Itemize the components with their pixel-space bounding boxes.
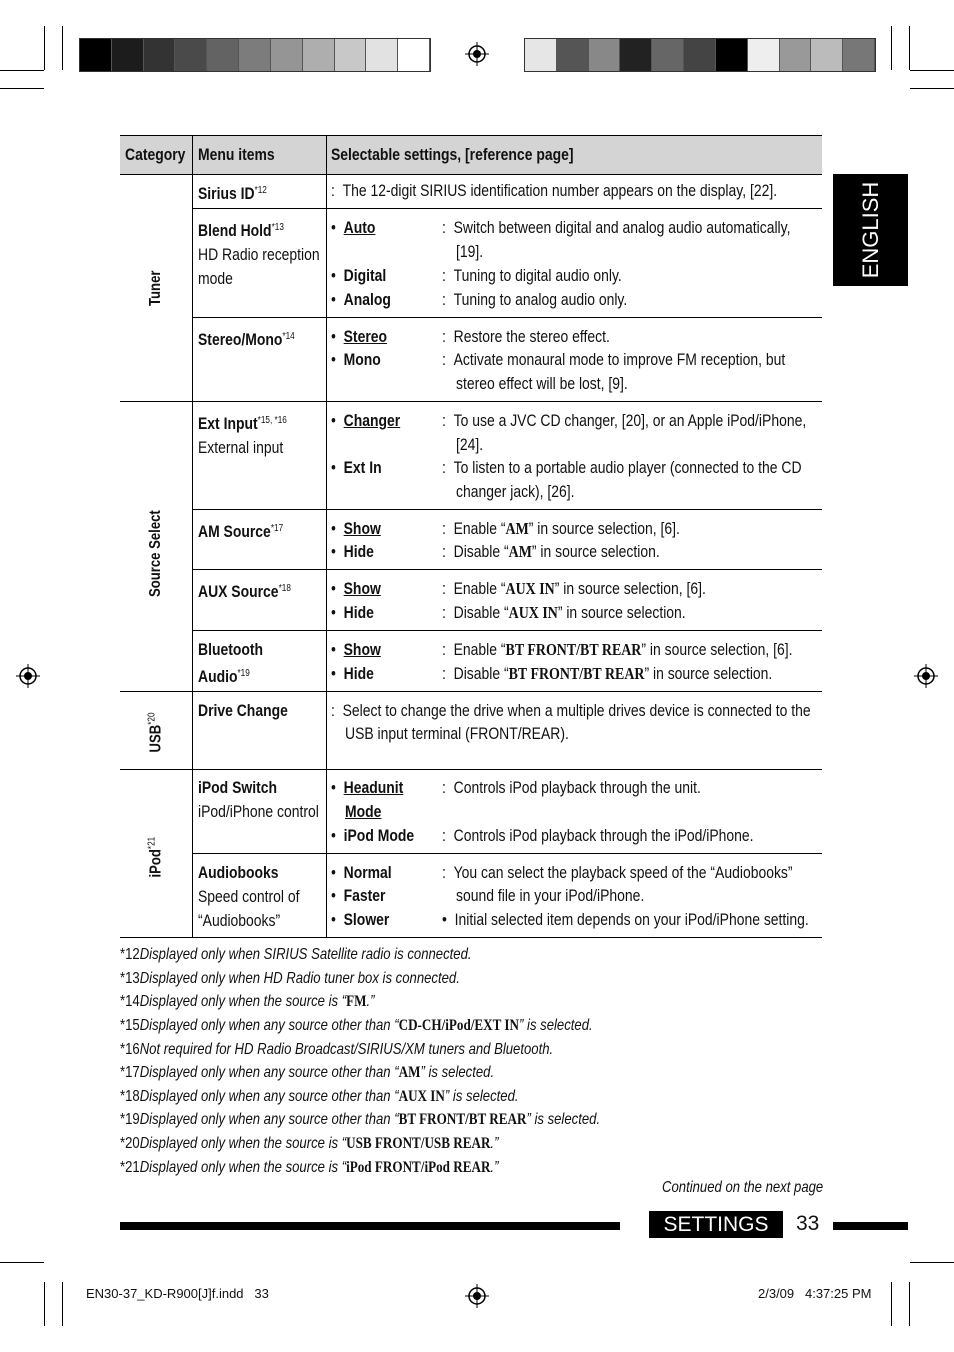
option-auto-desc-cont: [19]. xyxy=(456,242,484,261)
option-am-show-desc: : Enable “AM” in source selection, [6]. xyxy=(442,519,680,538)
option-slower: • Slower xyxy=(331,910,390,929)
menu-item-bluetooth-audio: Bluetooth Audio$^{*19}$ xyxy=(198,640,264,686)
category-usb: USB$^{*20}$ xyxy=(146,712,165,753)
option-mono-desc: : Activate monaural mode to improve FM reception, but xyxy=(442,350,786,369)
option-changer: • Changer xyxy=(331,411,401,430)
option-bt-hide-desc: : Disable “BT FRONT/BT REAR” in source selection. xyxy=(442,664,773,683)
language-tab-label: ENGLISH xyxy=(857,181,883,279)
menu-item-drive-change: Drive Change xyxy=(198,701,288,720)
category-ipod: iPod$^{*21}$ xyxy=(146,836,165,878)
menu-item-sirius-id: Sirius ID$^{*12}$ xyxy=(198,184,267,203)
option-changer-desc-cont: [24]. xyxy=(456,435,484,454)
option-auto: • Auto xyxy=(331,218,376,237)
option-am-hide-desc: : Disable “AM” in source selection. xyxy=(442,542,660,561)
option-auto-desc: : Switch between digital and analog audio automatically, xyxy=(442,218,791,237)
option-normal: • Normal xyxy=(331,863,392,882)
setting-drive-desc: : Select to change the drive when a multiple drives device is connected to the xyxy=(331,701,811,720)
option-aux-show: • Show xyxy=(331,579,381,598)
option-analog-desc: : Tuning to analog audio only. xyxy=(442,290,628,309)
registration-mark-icon xyxy=(465,1284,489,1308)
menu-item-audiobooks: Audiobooks Speed control of “Audiobooks” xyxy=(198,863,300,930)
option-ext-in: • Ext In xyxy=(331,458,382,477)
footnote: *13Displayed only when HD Radio tuner box is connected. xyxy=(120,970,460,987)
footnote: *16Not required for HD Radio Broadcast/SIRIUS/XM tuners and Bluetooth. xyxy=(120,1041,554,1058)
option-am-hide: • Hide xyxy=(331,542,374,561)
menu-item-ipod-switch: iPod Switch iPod/iPhone control xyxy=(198,778,319,821)
option-aux-hide-desc: : Disable “AUX IN” in source selection. xyxy=(442,603,686,622)
option-slower-desc: • Initial selected item depends on your iPod/iPhone setting. xyxy=(442,910,809,929)
footnote: *18Displayed only when any source other than “AUX IN” is selected. xyxy=(120,1088,519,1105)
slug-datetime: 2/3/09 4:37:25 PM xyxy=(758,1286,872,1301)
footer-rule xyxy=(120,1222,620,1230)
footnote: *21Displayed only when the source is “iPod FRONT/iPod REAR.” xyxy=(120,1159,499,1176)
category-tuner: Tuner xyxy=(147,270,164,306)
option-mono: • Mono xyxy=(331,350,381,369)
option-headunit-mode: • Headunit Mode xyxy=(331,778,404,821)
option-aux-show-desc: : Enable “AUX IN” in source selection, [6]. xyxy=(442,579,706,598)
color-bar-right xyxy=(524,38,876,72)
footnote: *20Displayed only when the source is “USB FRONT/USB REAR.” xyxy=(120,1135,499,1152)
header-settings: Selectable settings, [reference page] xyxy=(331,145,574,164)
menu-item-aux-source: AUX Source$^{*18}$ xyxy=(198,582,291,601)
option-faster: • Faster xyxy=(331,886,386,905)
option-bt-hide: • Hide xyxy=(331,664,374,683)
option-analog: • Analog xyxy=(331,290,391,309)
setting-drive-desc-cont: USB input terminal (FRONT/REAR). xyxy=(345,724,569,743)
option-faster-desc: sound file in your iPod/iPhone. xyxy=(456,886,645,905)
option-normal-desc: : You can select the playback speed of the “Audiobooks” xyxy=(442,863,793,882)
option-am-show: • Show xyxy=(331,519,381,538)
option-ipod-mode: • iPod Mode xyxy=(331,826,415,845)
continued-note: Continued on the next page xyxy=(662,1179,824,1196)
option-mono-desc-cont: stereo effect will be lost, [9]. xyxy=(456,374,628,393)
footer-rule-right xyxy=(833,1222,908,1230)
footnote: *15Displayed only when any source other than “CD-CH/iPod/EXT IN” is selected. xyxy=(120,1017,593,1034)
table-header xyxy=(120,135,822,175)
color-bar-left xyxy=(79,38,431,72)
header-category: Category xyxy=(125,145,186,164)
slug-file: EN30-37_KD-R900[J]f.indd 33 xyxy=(86,1286,269,1301)
setting-sirius-desc: : The 12-digit SIRIUS identification number appears on the display, [22]. xyxy=(331,181,778,200)
menu-item-stereo-mono: Stereo/Mono$^{*14}$ xyxy=(198,330,295,349)
option-bt-show: • Show xyxy=(331,640,381,659)
option-ext-in-desc: : To listen to a portable audio player (connected to the CD xyxy=(442,458,802,477)
registration-mark-icon xyxy=(16,664,40,688)
footnote: *17Displayed only when any source other than “AM” is selected. xyxy=(120,1064,495,1081)
menu-item-ext-input: Ext Input$^{*15, *16}$ External input xyxy=(198,414,287,457)
category-source-select: Source Select xyxy=(147,510,164,597)
option-bt-show-desc: : Enable “BT FRONT/BT REAR” in source selection, [6]. xyxy=(442,640,793,659)
option-digital: • Digital xyxy=(331,266,387,285)
menu-item-blend-hold: Blend Hold$^{*13}$ HD Radio reception mode xyxy=(198,221,320,288)
page-number: 33 xyxy=(796,1212,820,1235)
registration-mark-icon xyxy=(465,42,489,66)
option-digital-desc: : Tuning to digital audio only. xyxy=(442,266,622,285)
option-ext-in-desc-cont: changer jack), [26]. xyxy=(456,482,575,501)
option-aux-hide: • Hide xyxy=(331,603,374,622)
option-headunit-mode-desc: : Controls iPod playback through the unit. xyxy=(442,778,701,797)
option-stereo: • Stereo xyxy=(331,327,388,346)
footnote: *12Displayed only when SIRIUS Satellite radio is connected. xyxy=(120,946,472,963)
option-stereo-desc: : Restore the stereo effect. xyxy=(442,327,610,346)
footnote: *14Displayed only when the source is “FM.” xyxy=(120,993,375,1010)
option-ipod-mode-desc: : Controls iPod playback through the iPod/iPhone. xyxy=(442,826,754,845)
section-label: SETTINGS xyxy=(649,1211,783,1238)
footnote: *19Displayed only when any source other than “BT FRONT/BT REAR” is selected. xyxy=(120,1111,601,1128)
registration-mark-icon xyxy=(914,664,938,688)
option-changer-desc: : To use a JVC CD changer, [20], or an Apple iPod/iPhone, xyxy=(442,411,807,430)
header-menu-items: Menu items xyxy=(198,145,275,164)
menu-item-am-source: AM Source$^{*17}$ xyxy=(198,522,284,541)
